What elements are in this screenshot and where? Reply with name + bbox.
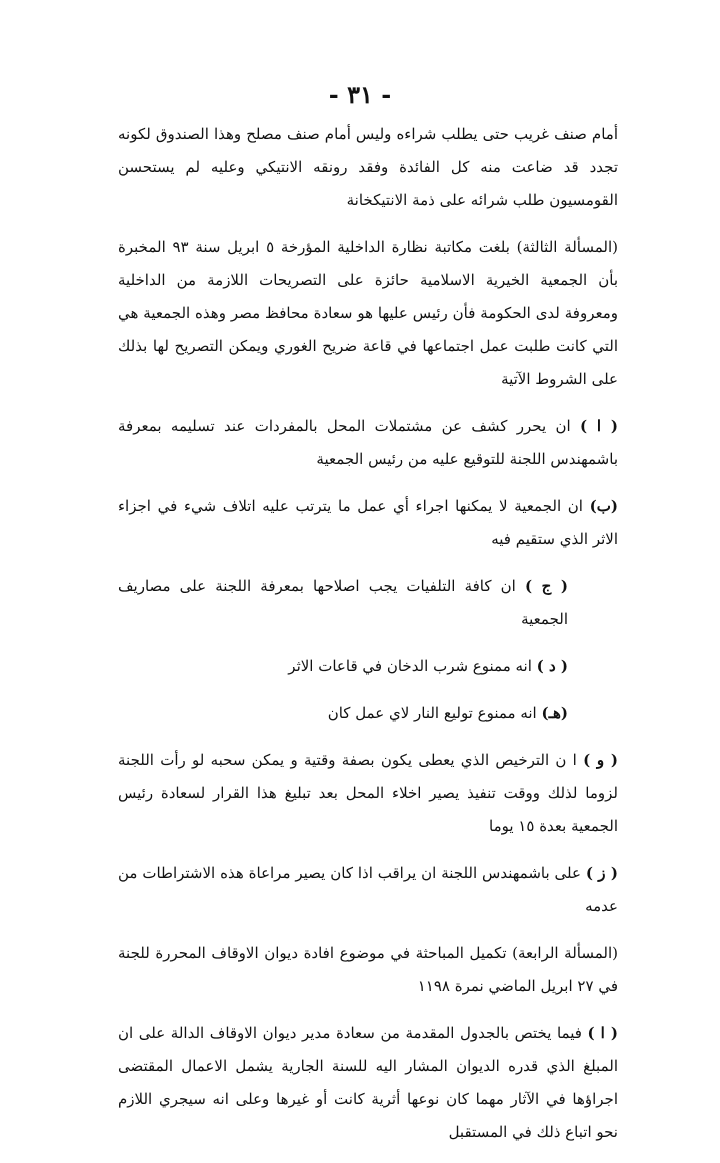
item-text: فيما يختص بالجدول المقدمة من سعادة مدير ديوان الاوقاف الدالة على ان المبلغ الذي قدره الديوان المشار اليه للسنة الجارية يشمل الاعمال المقتضى اجراؤها في الآثار مهما كان نوعها أثرية كانت أو غيرها وعلى انه سيجري اللازم نحو اتباع ذلك في المستقبل (118, 1024, 618, 1141)
document-body (118, 118, 618, 1163)
item-marker: ( ج ) (524, 577, 568, 595)
paragraph (118, 118, 618, 217)
item-marker: ( د ) (536, 657, 568, 675)
item-marker: (هـ) (541, 704, 568, 722)
list-item (118, 570, 618, 636)
paragraph-text: (المسألة الرابعة) تكميل المباحثة في موضوع افادة ديوان الاوقاف المحررة للجنة في ٢٧ ابريل الماضي نمرة ١١٩٨ (118, 944, 618, 995)
item-text: ا ن الترخيص الذي يعطى يكون بصفة وقتية و يمكن سحبه لو رأت اللجنة لزوما لذلك ووقت تنفيذ يصير اخلاء المحل بعد تبليغ هذا القرار لسعادة رئيس الجمعية بعدة ١٥ يوما (118, 751, 618, 835)
item-marker: ( ا ) (587, 1024, 618, 1042)
list-item (118, 697, 618, 730)
list-item (118, 490, 618, 556)
item-marker: ( ا ) (580, 417, 618, 435)
item-marker: ( ز ) (585, 864, 618, 882)
list-item (118, 857, 618, 923)
list-item (118, 410, 618, 476)
paragraph (118, 937, 618, 1003)
list-item (118, 1017, 618, 1149)
item-text: ان يحرر كشف عن مشتملات المحل بالمفردات عند تسليمه بمعرفة باشمهندس اللجنة للتوقيع عليه من رئيس الجمعية (118, 417, 618, 468)
paragraph-text: أمام صنف غريب حتى يطلب شراءه وليس أمام صنف مصلح وهذا الصندوق لكونه تجدد قد ضاعت منه كل الفائدة وفقد رونقه الانتيكي وعليه لم يستحسن القومسيون طلب شرائه على ذمة الانتيكخانة (118, 125, 618, 209)
item-text: انه ممنوع توليع النار لاي عمل كان (327, 704, 537, 722)
paragraph-text: (المسألة الثالثة) بلغت مكاتبة نظارة الداخلية المؤرخة ٥ ابريل سنة ٩٣ المخبرة بأن الجمعية الخيرية الاسلامية حائزة على التصريحات اللازمة من الداخلية ومعروفة لدى الحكومة فأن رئيس عليها هو سعادة محافظ مصر وهذه الجمعية هي التي كانت طلبت عمل اجتماعها في قاعة ضريح الغوري ويمكن التصريح لها بذلك على الشروط الآتية (118, 238, 618, 388)
item-marker: (ب) (589, 497, 618, 515)
list-item (118, 744, 618, 843)
item-text: ان الجمعية لا يمكنها اجراء أي عمل ما يترتب عليه اتلاف شيء في اجزاء الاثر الذي ستقيم فيه (118, 497, 618, 548)
page-number: - ٣١ - (328, 80, 392, 109)
item-text: على باشمهندس اللجنة ان يراقب اذا كان يصير مراعاة هذه الاشتراطات من عدمه (118, 864, 618, 915)
paragraph (118, 231, 618, 396)
item-marker: ( و ) (583, 751, 618, 769)
list-item (118, 650, 618, 683)
item-text: ان كافة التلفيات يجب اصلاحها بمعرفة اللجنة على مصاريف الجمعية (118, 577, 568, 628)
item-text: انه ممنوع شرب الدخان في قاعات الاثر (288, 657, 532, 675)
